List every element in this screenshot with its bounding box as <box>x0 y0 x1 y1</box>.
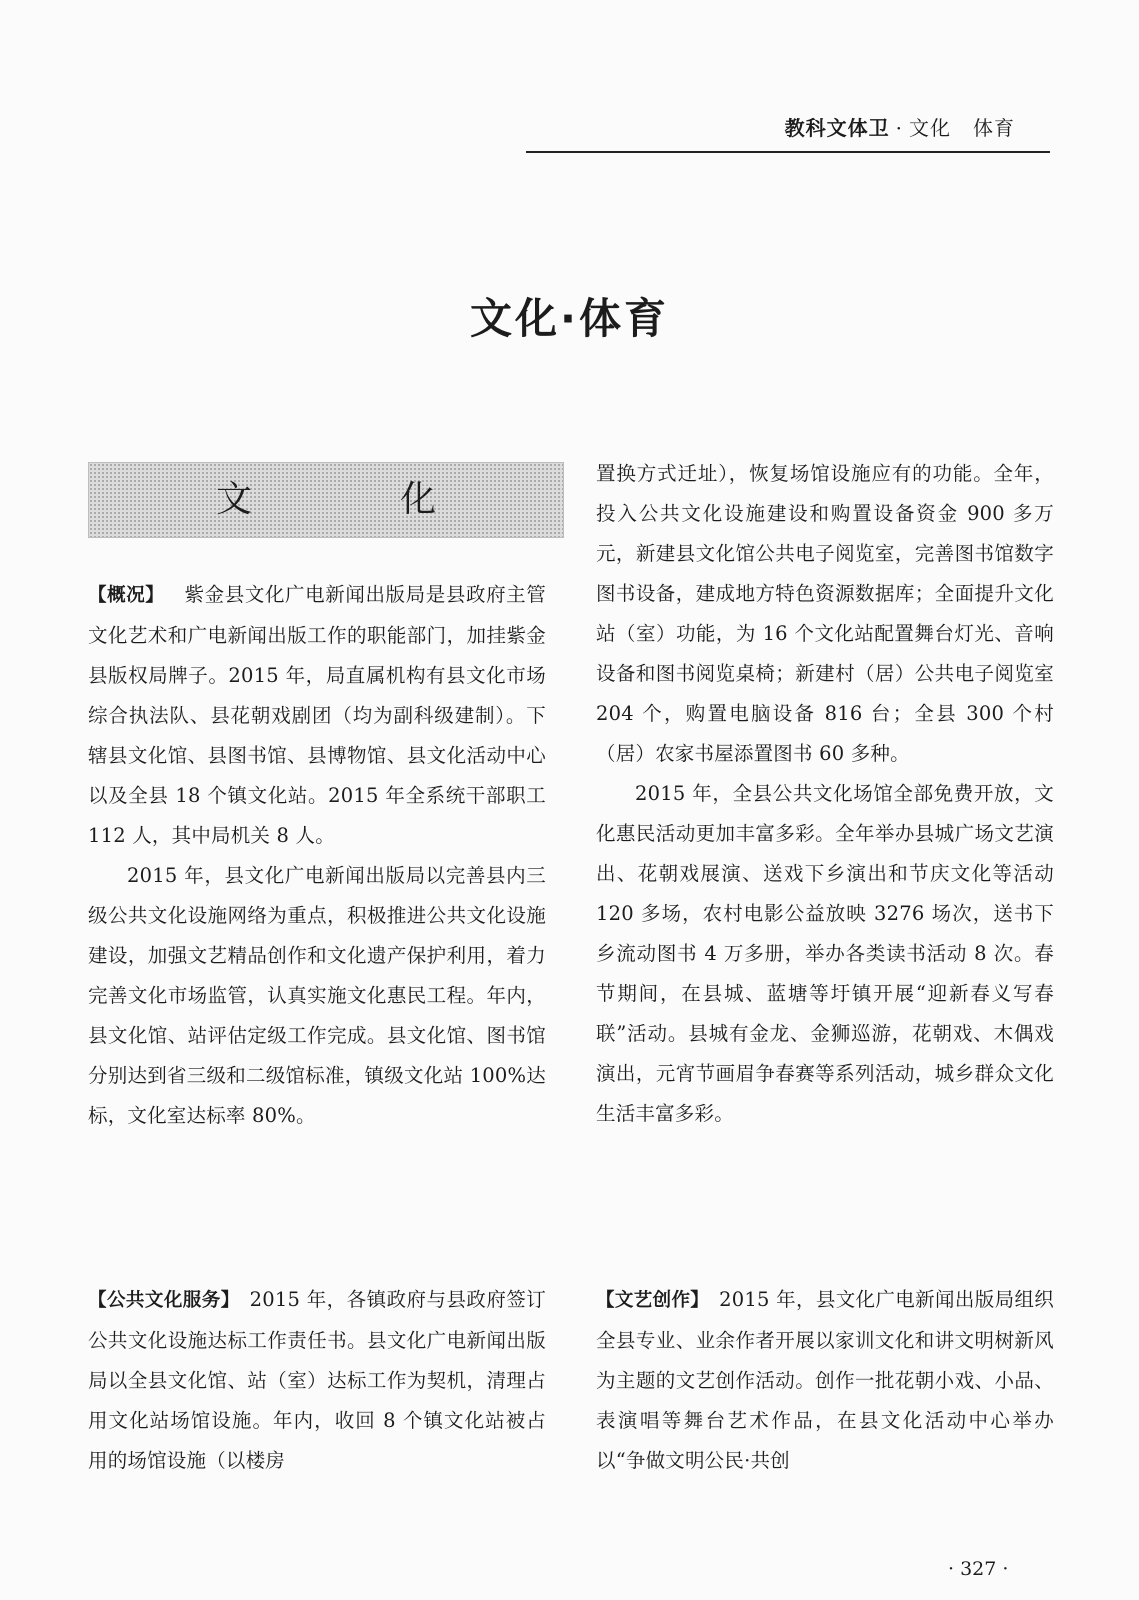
header-section: 教科文体卫 <box>784 116 890 140</box>
overview-text: 紫金县文化广电新闻出版局是县政府主管文化艺术和广电新闻出版工作的职能部门，加挂紫金县版权局牌子。2015 年，局直属机构有县文化市场综合执法队、县花朝戏剧团（均为副科级建制）。下辖县文化馆、县图书馆、县博物馆、县文化活动中心以及全县 18 个镇文化站。2015 年全系统干部职工 112 人，其中局机关 8 人。 <box>88 583 546 847</box>
public-service-paragraph <box>88 1280 546 1481</box>
page-number: · 327 · <box>948 1558 1009 1580</box>
art-creation-paragraph <box>596 1280 1054 1481</box>
art-creation-text: 2015 年，县文化广电新闻出版局组织全县专业、业余作者开展以家训文化和讲文明树新风为主题的文艺创作活动。创作一批花朝小戏、小品、表演唱等舞台艺术作品，在县文化活动中心举办以“争做文明公民·共创 <box>596 1288 1055 1472</box>
page-title: 文化·体育 <box>470 294 669 343</box>
art-creation-label: 【文艺创作】 <box>596 1290 710 1311</box>
header-sub-culture: 文化 <box>909 116 951 140</box>
running-header <box>785 112 1015 141</box>
header-sub-sports: 体育 <box>973 116 1015 140</box>
public-service-section <box>88 1280 546 1481</box>
header-separator: · <box>895 116 903 140</box>
right-paragraph-2: 2015 年，全县公共文化场馆全部免费开放，文化惠民活动更加丰富多彩。全年举办县城广场文艺演出、花朝戏展演、送戏下乡演出和节庆文化等活动 120 多场，农村电影公益放映 3276 场次，送书下乡流动图书 4 万多册，举办各类读书活动 8 次。春节期间，在县城、蓝塘等圩镇开展“迎新春义写春联”活动。县城有金龙、金狮巡游，花朝戏、木偶戏演出，元宵节画眉争春赛等系列活动，城乡群众文化生活丰富多彩。 <box>596 782 1054 1125</box>
header-rule <box>526 151 1050 153</box>
overview-paragraph <box>88 575 546 856</box>
section-heading: 文 化 <box>88 462 564 538</box>
overview-section <box>88 575 546 1136</box>
overview-paragraph-2: 2015 年，县文化广电新闻出版局以完善县内三级公共文化设施网络为重点，积极推进公共文化设施建设，加强文艺精品创作和文化遗产保护利用，着力完善文化市场监管，认真实施文化惠民工程。年内，县文化馆、站评估定级工作完成。县文化馆、图书馆分别达到省三级和二级馆标准，镇级文化站 100%达标，文化室达标率 80%。 <box>88 864 546 1127</box>
right-column-continuation <box>596 454 1054 1134</box>
art-creation-section <box>596 1280 1054 1481</box>
overview-label: 【概况】 <box>88 585 165 606</box>
right-paragraph-1: 置换方式迁址），恢复场馆设施应有的功能。全年，投入公共文化设施建设和购置设备资金 900 多万元，新建县文化馆公共电子阅览室，完善图书馆数字图书设备，建成地方特色资源数据库；全面提升文化站（室）功能，为 16 个文化站配置舞台灯光、音响设备和图书阅览桌椅；新建村（居）公共电子阅览室 204 个，购置电脑设备 816 台；全县 300 个村（居）农家书屋添置图书 60 多种。 <box>596 462 1054 765</box>
public-service-text: 2015 年，各镇政府与县政府签订公共文化设施达标工作责任书。县文化广电新闻出版局以全县文化馆、站（室）达标工作为契机，清理占用文化站场馆设施。年内，收回 8 个镇文化站被占用的场馆设施（以楼房 <box>88 1288 546 1472</box>
public-service-label: 【公共文化服务】 <box>88 1290 240 1311</box>
